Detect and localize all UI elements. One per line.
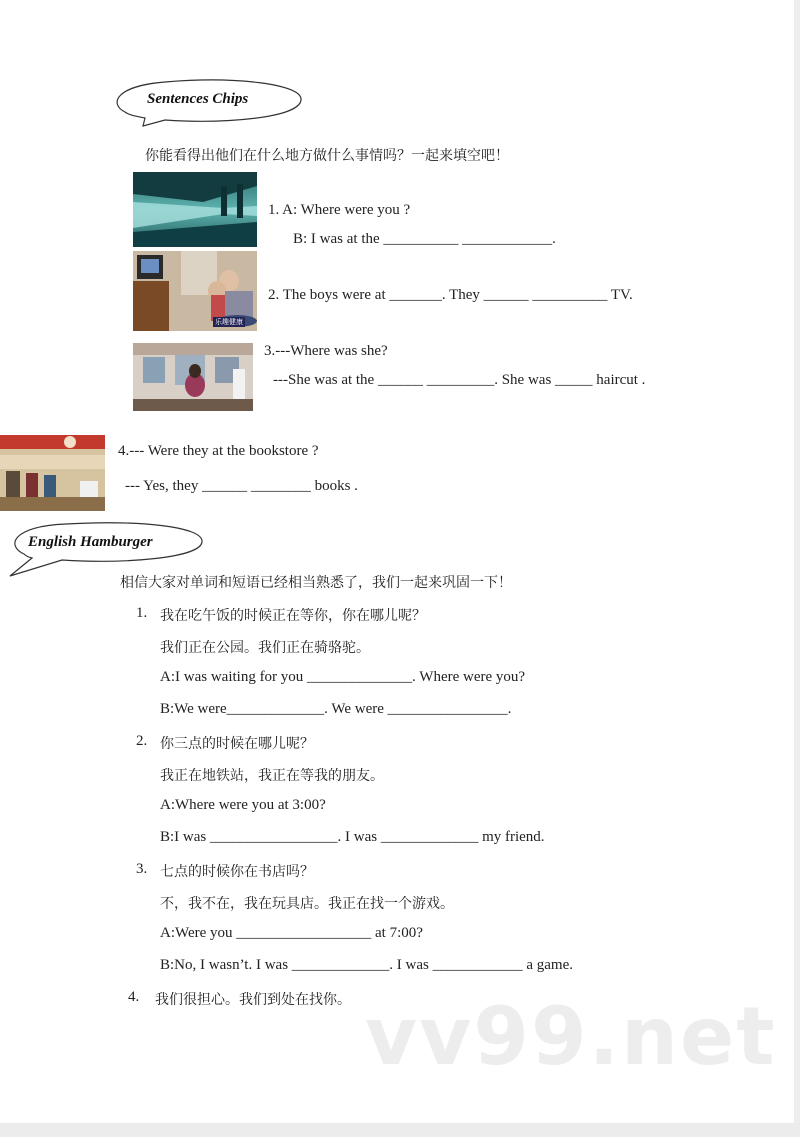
ex1-cn2: 我们正在公园。我们正在骑骆驼。: [160, 640, 370, 656]
ex4-number: 4.: [128, 989, 140, 1005]
watching-tv-photo: [133, 251, 257, 331]
ex1-cn: 我在吃午饭的时候正在等你，你在哪儿呢？: [160, 608, 426, 624]
ex3-number: 3.: [136, 861, 148, 877]
item3-line1: 3.---Where was she?: [264, 343, 388, 359]
ex1-a: A:I was waiting for you ______________. Where were you?: [160, 669, 526, 685]
page-edge: [794, 0, 800, 1137]
ex3-cn2: 不，我不在，我在玩具店。我正在找一个游戏。: [160, 896, 454, 912]
item4-line1: 4.--- Were they at the bookstore ?: [118, 443, 319, 459]
item2-line1: 2. The boys were at _______. They ______ __________ TV.: [268, 287, 633, 303]
ex4-cn: 我们很担心。我们到处在找你。: [155, 992, 351, 1008]
ex2-b: B:I was _________________. I was _____________ my friend.: [160, 829, 545, 845]
page-bottom-edge: [0, 1123, 800, 1137]
section1-instruction: 你能看得出他们在什么地方做什么事情吗？一起来填空吧！: [145, 148, 509, 164]
item1-line2: B: I was at the __________ ____________.: [293, 231, 556, 247]
section2-instruction: 相信大家对单词和短语已经相当熟悉了，我们一起来巩固一下！: [120, 575, 512, 591]
sentences-chips-bubble: [105, 78, 305, 130]
ex1-b: B:We were_____________. We were ________________.: [160, 701, 512, 717]
ex2-cn2: 我正在地铁站，我正在等我的朋友。: [160, 768, 384, 784]
ex2-a: A:Where were you at 3:00?: [160, 797, 326, 813]
ex1-number: 1.: [136, 605, 148, 621]
item4-line2: --- Yes, they ______ ________ books .: [125, 478, 358, 494]
item1-line1: 1. A: Where were you ?: [268, 202, 411, 218]
english-hamburger-title: English Hamburger: [28, 534, 153, 550]
barber-shop-photo: [133, 343, 253, 411]
english-hamburger-bubble: [6, 520, 206, 580]
photo-badge: 乐趣健康: [215, 318, 243, 326]
ex2-number: 2.: [136, 733, 148, 749]
bookstore-photo: [0, 435, 105, 511]
ex3-cn: 七点的时候你在书店吗？: [160, 864, 314, 880]
subway-photo: [133, 172, 257, 247]
sentences-chips-title: Sentences Chips: [147, 91, 249, 107]
ex2-cn: 你三点的时候在哪儿呢？: [160, 736, 314, 752]
item3-line2: ---She was at the ______ _________. She was _____ haircut .: [273, 372, 646, 388]
ex3-b: B:No, I wasn’t. I was _____________. I was ____________ a game.: [160, 957, 574, 973]
ex3-a: A:Were you __________________ at 7:00?: [160, 925, 423, 941]
watermark: vv99.net: [365, 990, 777, 1083]
